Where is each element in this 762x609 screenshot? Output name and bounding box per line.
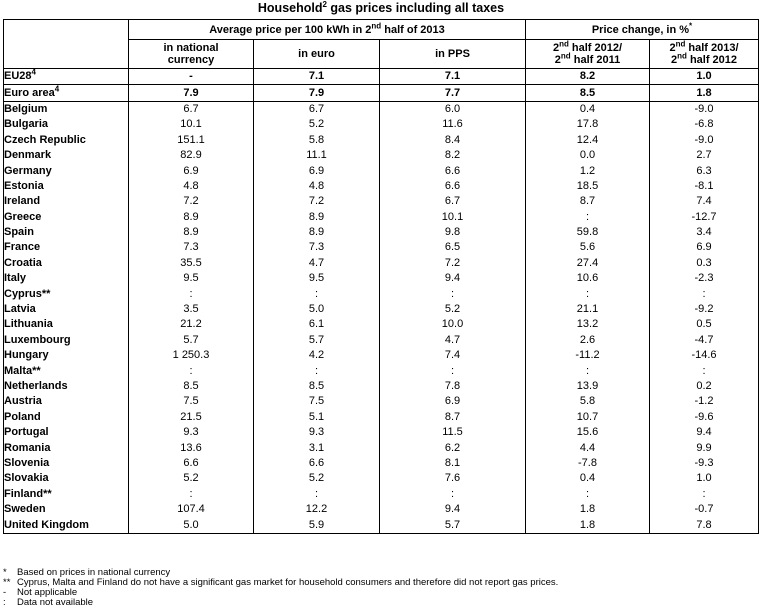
cell-chg2: 6.3 xyxy=(650,163,759,178)
cell-chg1: 8.2 xyxy=(526,69,650,85)
cell-chg2: 0.2 xyxy=(650,379,759,394)
table-row xyxy=(4,240,759,255)
cell-chg2: : xyxy=(650,487,759,502)
cell-national: 5.2 xyxy=(129,471,254,486)
table-title: Household$^2$ gas prices including all taxes xyxy=(257,0,505,15)
cell-euro: 7.3 xyxy=(254,240,380,255)
row-label: Finland** xyxy=(4,487,129,502)
row-label: Greece xyxy=(4,210,129,225)
cell-pps: 5.7 xyxy=(380,517,526,533)
cell-pps: 6.7 xyxy=(380,194,526,209)
cell-pps: 6.6 xyxy=(380,163,526,178)
row-label: Romania xyxy=(4,440,129,455)
table-row xyxy=(4,317,759,332)
footnote-text: Data not available xyxy=(17,597,94,608)
table-row xyxy=(4,363,759,378)
cell-pps: 7.1 xyxy=(380,69,526,85)
cell-national: 8.5 xyxy=(129,379,254,394)
table-row xyxy=(4,286,759,301)
cell-chg2: -14.6 xyxy=(650,348,759,363)
row-label: Netherlands xyxy=(4,379,129,394)
row-label: Germany xyxy=(4,163,129,178)
cell-national: 7.5 xyxy=(129,394,254,409)
cell-pps: 7.2 xyxy=(380,256,526,271)
footnote-text: Not applicable xyxy=(17,587,78,598)
footnote xyxy=(3,598,558,608)
cell-chg2: 1.0 xyxy=(650,471,759,486)
cell-pps: : xyxy=(380,363,526,378)
header-row-2 xyxy=(4,40,759,69)
row-label: United Kingdom xyxy=(4,517,129,533)
cell-chg1: 5.8 xyxy=(526,394,650,409)
cell-national: 3.5 xyxy=(129,302,254,317)
row-label: Ireland xyxy=(4,194,129,209)
footnote-text: Cyprus, Malta and Finland do not have a significant gas market for household consumers and therefore did not report gas prices. xyxy=(17,577,559,588)
cell-euro: 8.9 xyxy=(254,225,380,240)
cell-chg2: 1.0 xyxy=(650,69,759,85)
cell-national: 6.7 xyxy=(129,101,254,117)
cell-chg1: 8.7 xyxy=(526,194,650,209)
table-row xyxy=(4,179,759,194)
col-change-2012-2011: 2nd half 2012/ 2nd half 2011 xyxy=(526,40,650,69)
cell-chg1: 1.8 xyxy=(526,517,650,533)
cell-pps: 9.4 xyxy=(380,271,526,286)
footnote-text: Based on prices in national currency xyxy=(17,567,171,578)
row-label: Poland xyxy=(4,410,129,425)
table-row xyxy=(4,348,759,363)
cell-euro: 5.2 xyxy=(254,471,380,486)
col-change-2013-2012: 2nd half 2013/ 2nd half 2012 xyxy=(650,40,759,69)
row-label: Luxembourg xyxy=(4,333,129,348)
table-row xyxy=(4,456,759,471)
cell-pps: 6.5 xyxy=(380,240,526,255)
cell-euro: 4.2 xyxy=(254,348,380,363)
row-label: Cyprus** xyxy=(4,286,129,301)
cell-chg1: 15.6 xyxy=(526,425,650,440)
cell-chg2: 7.8 xyxy=(650,517,759,533)
footnote-symbol: ** xyxy=(3,577,11,588)
cell-chg1: : xyxy=(526,210,650,225)
row-label: Estonia xyxy=(4,179,129,194)
cell-pps: : xyxy=(380,487,526,502)
cell-pps: 7.7 xyxy=(380,85,526,101)
cell-euro: 7.9 xyxy=(254,85,380,101)
cell-euro: 5.7 xyxy=(254,333,380,348)
cell-euro: 5.0 xyxy=(254,302,380,317)
cell-national: 21.2 xyxy=(129,317,254,332)
cell-chg1: : xyxy=(526,487,650,502)
cell-euro: 6.1 xyxy=(254,317,380,332)
cell-euro: 7.2 xyxy=(254,194,380,209)
table-row xyxy=(4,163,759,178)
cell-euro: 9.3 xyxy=(254,425,380,440)
col-national-currency: in national currency xyxy=(129,40,254,69)
header-corner xyxy=(4,20,129,40)
cell-chg2: 9.9 xyxy=(650,440,759,455)
table-row xyxy=(4,379,759,394)
cell-national: 13.6 xyxy=(129,440,254,455)
cell-national: 10.1 xyxy=(129,117,254,132)
cell-chg1: 2.6 xyxy=(526,333,650,348)
table-row xyxy=(4,394,759,409)
col-pps: in PPS xyxy=(380,40,526,69)
cell-euro: 12.2 xyxy=(254,502,380,517)
cell-pps: : xyxy=(380,286,526,301)
cell-chg2: 0.3 xyxy=(650,256,759,271)
row-label: Croatia xyxy=(4,256,129,271)
cell-pps: 11.5 xyxy=(380,425,526,440)
cell-national: 4.8 xyxy=(129,179,254,194)
row-label: Sweden xyxy=(4,502,129,517)
cell-pps: 4.7 xyxy=(380,333,526,348)
row-label: Belgium xyxy=(4,101,129,117)
row-label: Denmark xyxy=(4,148,129,163)
cell-euro: 6.7 xyxy=(254,101,380,117)
cell-chg1: 12.4 xyxy=(526,133,650,148)
cell-national: 7.9 xyxy=(129,85,254,101)
table-row xyxy=(4,133,759,148)
cell-chg2: -9.2 xyxy=(650,302,759,317)
cell-pps: 8.4 xyxy=(380,133,526,148)
cell-chg1: : xyxy=(526,286,650,301)
cell-pps: 7.8 xyxy=(380,379,526,394)
cell-pps: 8.7 xyxy=(380,410,526,425)
row-label: France xyxy=(4,240,129,255)
cell-chg2: -0.7 xyxy=(650,502,759,517)
header-average-price: Average price per 100 kWh in 2nd half of 2013 xyxy=(129,20,526,40)
aggregate-row xyxy=(4,69,759,85)
cell-pps: 7.4 xyxy=(380,348,526,363)
cell-chg2: 7.4 xyxy=(650,194,759,209)
row-label: Portugal xyxy=(4,425,129,440)
cell-chg2: -9.3 xyxy=(650,456,759,471)
cell-pps: 11.6 xyxy=(380,117,526,132)
table-row xyxy=(4,225,759,240)
cell-chg1: 1.2 xyxy=(526,163,650,178)
cell-chg1: 8.5 xyxy=(526,85,650,101)
header-price-change: Price change, in %* xyxy=(526,20,759,40)
cell-chg1: 0.4 xyxy=(526,471,650,486)
table-row xyxy=(4,410,759,425)
cell-chg2: 3.4 xyxy=(650,225,759,240)
cell-national: 21.5 xyxy=(129,410,254,425)
cell-chg2: 6.9 xyxy=(650,240,759,255)
cell-euro: 4.8 xyxy=(254,179,380,194)
row-label: Latvia xyxy=(4,302,129,317)
cell-national: 5.0 xyxy=(129,517,254,533)
cell-euro: 6.6 xyxy=(254,456,380,471)
cell-chg1: 5.6 xyxy=(526,240,650,255)
header-corner-lower xyxy=(4,40,129,69)
cell-euro: 5.8 xyxy=(254,133,380,148)
cell-national: 151.1 xyxy=(129,133,254,148)
cell-national: : xyxy=(129,487,254,502)
cell-chg2: : xyxy=(650,363,759,378)
row-label: Slovenia xyxy=(4,456,129,471)
cell-chg1: 17.8 xyxy=(526,117,650,132)
cell-chg2: -8.1 xyxy=(650,179,759,194)
cell-national: : xyxy=(129,363,254,378)
table-row xyxy=(4,271,759,286)
cell-euro: 5.1 xyxy=(254,410,380,425)
cell-euro: : xyxy=(254,487,380,502)
cell-pps: 8.2 xyxy=(380,148,526,163)
cell-pps: 6.2 xyxy=(380,440,526,455)
table-row xyxy=(4,502,759,517)
gas-prices-table xyxy=(3,19,759,534)
cell-national: 9.5 xyxy=(129,271,254,286)
cell-chg1: : xyxy=(526,363,650,378)
table-row xyxy=(4,101,759,117)
table-row xyxy=(4,194,759,209)
cell-chg2: -2.3 xyxy=(650,271,759,286)
aggregate-row xyxy=(4,85,759,101)
cell-chg1: 4.4 xyxy=(526,440,650,455)
cell-chg2: -4.7 xyxy=(650,333,759,348)
row-label: Slovakia xyxy=(4,471,129,486)
cell-pps: 9.4 xyxy=(380,502,526,517)
cell-national: 9.3 xyxy=(129,425,254,440)
cell-chg1: 13.2 xyxy=(526,317,650,332)
cell-chg2: -12.7 xyxy=(650,210,759,225)
cell-pps: 6.0 xyxy=(380,101,526,117)
table-body xyxy=(4,69,759,534)
cell-chg1: -11.2 xyxy=(526,348,650,363)
cell-national: 6.9 xyxy=(129,163,254,178)
cell-national: 35.5 xyxy=(129,256,254,271)
cell-euro: 5.2 xyxy=(254,117,380,132)
table-row xyxy=(4,517,759,533)
cell-national: 82.9 xyxy=(129,148,254,163)
cell-euro: 9.5 xyxy=(254,271,380,286)
cell-chg2: -9.0 xyxy=(650,133,759,148)
cell-euro: : xyxy=(254,363,380,378)
cell-national: 8.9 xyxy=(129,225,254,240)
cell-euro: 8.5 xyxy=(254,379,380,394)
cell-euro: 11.1 xyxy=(254,148,380,163)
cell-chg1: 18.5 xyxy=(526,179,650,194)
cell-national: : xyxy=(129,286,254,301)
row-label: Euro area$^4$ xyxy=(4,85,129,101)
cell-pps: 6.9 xyxy=(380,394,526,409)
cell-national: 6.6 xyxy=(129,456,254,471)
cell-chg1: 27.4 xyxy=(526,256,650,271)
cell-pps: 8.1 xyxy=(380,456,526,471)
row-label: Austria xyxy=(4,394,129,409)
cell-national: 1 250.3 xyxy=(129,348,254,363)
row-label: Lithuania xyxy=(4,317,129,332)
cell-national: 7.2 xyxy=(129,194,254,209)
row-label: Hungary xyxy=(4,348,129,363)
cell-chg2: 1.8 xyxy=(650,85,759,101)
cell-chg1: 59.8 xyxy=(526,225,650,240)
cell-euro: : xyxy=(254,286,380,301)
row-label: Italy xyxy=(4,271,129,286)
cell-national: - xyxy=(129,69,254,85)
cell-pps: 6.6 xyxy=(380,179,526,194)
cell-chg2: -9.0 xyxy=(650,101,759,117)
footnotes xyxy=(3,568,558,608)
footnote-symbol: * xyxy=(3,567,7,578)
cell-euro: 7.5 xyxy=(254,394,380,409)
row-label: Malta** xyxy=(4,363,129,378)
cell-chg1: 13.9 xyxy=(526,379,650,394)
cell-euro: 4.7 xyxy=(254,256,380,271)
table-row xyxy=(4,440,759,455)
table-row xyxy=(4,256,759,271)
row-label: Spain xyxy=(4,225,129,240)
row-label: $EU28^4$ xyxy=(4,69,129,85)
cell-chg1: 0.4 xyxy=(526,101,650,117)
table-row xyxy=(4,487,759,502)
cell-euro: 7.1 xyxy=(254,69,380,85)
cell-chg1: 10.7 xyxy=(526,410,650,425)
cell-euro: 5.9 xyxy=(254,517,380,533)
cell-euro: 6.9 xyxy=(254,163,380,178)
table-row xyxy=(4,210,759,225)
table-row xyxy=(4,425,759,440)
cell-national: 7.3 xyxy=(129,240,254,255)
footnote-symbol: - xyxy=(3,587,7,598)
table-row xyxy=(4,302,759,317)
cell-pps: 7.6 xyxy=(380,471,526,486)
cell-pps: 5.2 xyxy=(380,302,526,317)
cell-euro: 8.9 xyxy=(254,210,380,225)
cell-chg1: 1.8 xyxy=(526,502,650,517)
cell-chg1: 0.0 xyxy=(526,148,650,163)
cell-chg2: : xyxy=(650,286,759,301)
table-row xyxy=(4,117,759,132)
cell-chg2: 2.7 xyxy=(650,148,759,163)
cell-chg1: 10.6 xyxy=(526,271,650,286)
cell-national: 8.9 xyxy=(129,210,254,225)
cell-chg2: -6.8 xyxy=(650,117,759,132)
cell-chg1: 21.1 xyxy=(526,302,650,317)
col-euro: in euro xyxy=(254,40,380,69)
cell-chg2: 0.5 xyxy=(650,317,759,332)
cell-national: 5.7 xyxy=(129,333,254,348)
footnote-symbol: : xyxy=(3,597,6,608)
table-row xyxy=(4,471,759,486)
cell-chg2: 9.4 xyxy=(650,425,759,440)
cell-chg1: -7.8 xyxy=(526,456,650,471)
cell-pps: 10.1 xyxy=(380,210,526,225)
row-label: Bulgaria xyxy=(4,117,129,132)
table-row xyxy=(4,148,759,163)
table-row xyxy=(4,333,759,348)
header-row-1 xyxy=(4,20,759,40)
footnote xyxy=(3,578,558,588)
row-label: Czech Republic xyxy=(4,133,129,148)
cell-pps: 9.8 xyxy=(380,225,526,240)
cell-pps: 10.0 xyxy=(380,317,526,332)
cell-national: 107.4 xyxy=(129,502,254,517)
cell-euro: 3.1 xyxy=(254,440,380,455)
cell-chg2: -1.2 xyxy=(650,394,759,409)
cell-chg2: -9.6 xyxy=(650,410,759,425)
